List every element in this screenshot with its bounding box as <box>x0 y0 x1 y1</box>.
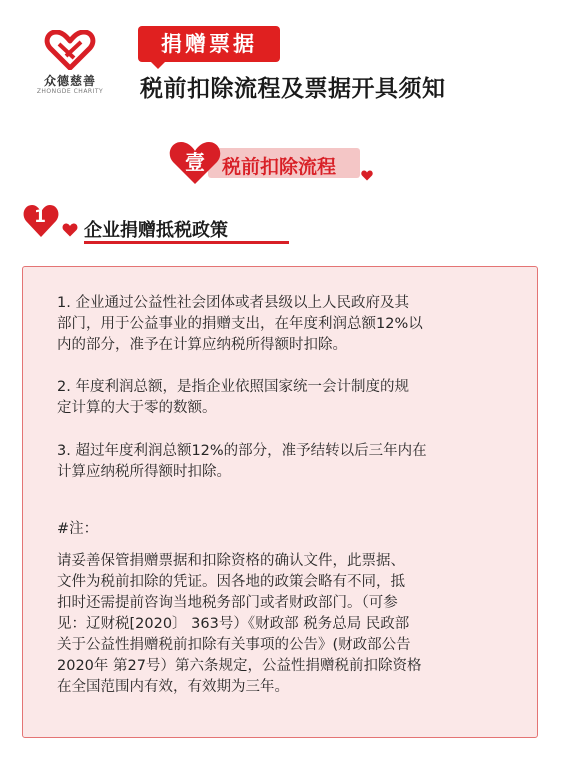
text-line: 见：辽财税[2020〕 363号）《财政部 税务总局 民政部 <box>57 616 410 632</box>
text-line: 扣时还需提前咨询当地税务部门或者财政部门。（可参 <box>57 595 398 611</box>
text-line: 1. 企业通过公益性社会团体或者县级以上人民政府及其 <box>57 295 409 311</box>
text-line: 2. 年度利润总额，是指企业依照国家统一会计制度的规 <box>57 379 409 395</box>
text-line: #注： <box>57 521 99 537</box>
subheading-title: 企业捐赠抵税政策 <box>84 220 228 241</box>
text-line: 请妥善保管捐赠票据和扣除资格的确认文件，此票据、 <box>57 553 405 569</box>
subheading <box>22 203 282 247</box>
text-line: 3. 超过年度利润总额12%的部分，准予结转以后三年内在 <box>57 443 427 459</box>
text-line: 内的部分，准予在计算应纳税所得额时扣除。 <box>57 337 347 353</box>
section-number: 壹 <box>185 150 205 174</box>
text-line: 在全国范围内有效，有效期为三年。 <box>57 679 289 695</box>
heart-knot-icon <box>44 30 96 70</box>
title-tag: 捐赠票据 <box>138 26 280 62</box>
brand-logo <box>30 30 110 94</box>
section-title: 税前扣除流程 <box>222 156 337 178</box>
policy-item-3 <box>57 441 527 483</box>
policy-item-1 <box>57 293 527 356</box>
text-line: 部门，用于公益事业的捐赠支出，在年度利润总额12%以 <box>57 316 423 332</box>
brand-name-en: ZHONGDE CHARITY <box>36 88 104 95</box>
note-label <box>57 519 527 540</box>
text-line: 文件为税前扣除的凭证。因各地的政策会略有不同，抵 <box>57 574 405 590</box>
text-line: 计算应纳税所得额时扣除。 <box>57 464 231 480</box>
text-line: 定计算的大于零的数额。 <box>57 400 217 416</box>
text-line: 2020年 第27号）第六条规定，公益性捐赠税前扣除资格 <box>57 658 422 674</box>
small-heart-icon <box>361 170 373 181</box>
policy-item-2 <box>57 377 527 419</box>
subheading-underline <box>84 241 289 244</box>
policy-panel <box>22 266 538 738</box>
note-body <box>57 551 527 698</box>
small-heart-icon <box>62 223 78 237</box>
page-title: 税前扣除流程及票据开具须知 <box>140 76 446 102</box>
brand-name: 众德慈善 <box>43 74 96 88</box>
subheading-number: 1 <box>34 207 46 227</box>
section-header <box>168 140 378 186</box>
text-line: 关于公益性捐赠税前扣除有关事项的公告》(财政部公告 <box>57 637 411 653</box>
